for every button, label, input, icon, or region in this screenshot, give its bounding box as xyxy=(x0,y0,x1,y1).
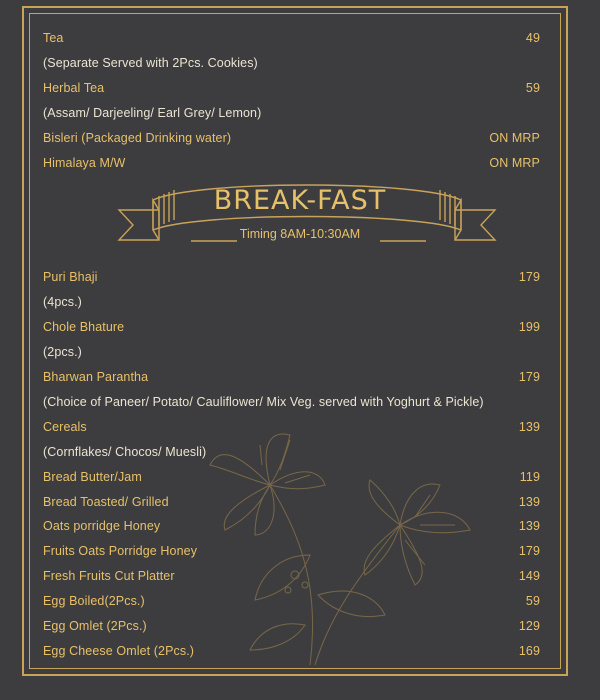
item-note: (4pcs.) xyxy=(43,295,82,309)
item-name: Chole Bhature xyxy=(43,320,125,334)
item-name: Herbal Tea xyxy=(43,81,105,95)
item-price: 199 xyxy=(518,320,540,334)
item-name: Fruits Oats Porridge Honey xyxy=(43,544,198,558)
item-name: Bread Butter/Jam xyxy=(43,470,142,484)
item-name: Bread Toasted/ Grilled xyxy=(43,495,169,509)
item-price: 139 xyxy=(518,495,540,509)
item-price: 59 xyxy=(525,81,540,95)
item-price: 149 xyxy=(518,569,540,583)
item-name: Oats porridge Honey xyxy=(43,519,161,533)
section-title: BREAK-FAST xyxy=(213,185,387,216)
menu-item-note xyxy=(43,341,540,363)
item-price: ON MRP xyxy=(489,156,540,170)
item-price: 59 xyxy=(525,594,540,608)
menu-item-oats-porridge xyxy=(43,515,540,537)
menu-item-fruits-oats-porridge xyxy=(43,540,540,562)
menu-item-herbal-tea xyxy=(43,77,540,99)
item-price: 139 xyxy=(518,519,540,533)
menu-item-note xyxy=(43,52,540,74)
menu-item-note xyxy=(43,102,540,124)
item-name: Egg Cheese Omlet (2Pcs.) xyxy=(43,644,195,658)
menu-item-tea xyxy=(43,27,540,49)
item-note: (Cornflakes/ Chocos/ Muesli) xyxy=(43,445,207,459)
menu-item-bharwan-parantha xyxy=(43,366,540,388)
item-name: Tea xyxy=(43,31,64,45)
item-name: Himalaya M/W xyxy=(43,156,126,170)
item-name: Egg Boiled(2Pcs.) xyxy=(43,594,145,608)
menu-item-note xyxy=(43,391,540,413)
item-price: 119 xyxy=(519,470,540,484)
item-price: 49 xyxy=(525,31,540,45)
item-note: (Separate Served with 2Pcs. Cookies) xyxy=(43,56,258,70)
item-name: Bharwan Parantha xyxy=(43,370,149,384)
item-name: Cereals xyxy=(43,420,87,434)
item-note: (2pcs.) xyxy=(43,345,82,359)
menu-item-egg-boiled xyxy=(43,590,540,612)
menu-item-egg-omlet xyxy=(43,615,540,637)
item-price: ON MRP xyxy=(489,131,540,145)
item-note: (Assam/ Darjeeling/ Earl Grey/ Lemon) xyxy=(43,106,262,120)
item-name: Egg Omlet (2Pcs.) xyxy=(43,619,147,633)
item-price: 179 xyxy=(518,270,540,284)
menu-item-fruits-platter xyxy=(43,565,540,587)
item-note: (Choice of Paneer/ Potato/ Cauliflower/ Mix Veg. served with Yoghurt & Pickle) xyxy=(43,395,484,409)
item-price: 179 xyxy=(518,544,540,558)
item-price: 169 xyxy=(518,644,540,658)
menu-item-note xyxy=(43,291,540,313)
section-timing: Timing 8AM-10:30AM xyxy=(239,227,361,241)
menu-item-puri-bhaji xyxy=(43,266,540,288)
item-name: Puri Bhaji xyxy=(43,270,98,284)
menu-item-chole-bhature xyxy=(43,316,540,338)
menu-item-bisleri xyxy=(43,127,540,149)
item-price: 129 xyxy=(518,619,540,633)
menu-item-bread-butter-jam xyxy=(43,466,540,488)
menu-item-himalaya xyxy=(43,152,540,174)
menu-item-egg-cheese-omlet xyxy=(43,640,540,662)
item-price: 139 xyxy=(518,420,540,434)
menu-item-note xyxy=(43,441,540,463)
item-price: 179 xyxy=(518,370,540,384)
item-name: Bisleri (Packaged Drinking water) xyxy=(43,131,232,145)
menu-item-cereals xyxy=(43,416,540,438)
menu-item-bread-toasted xyxy=(43,491,540,513)
item-name: Fresh Fruits Cut Platter xyxy=(43,569,175,583)
